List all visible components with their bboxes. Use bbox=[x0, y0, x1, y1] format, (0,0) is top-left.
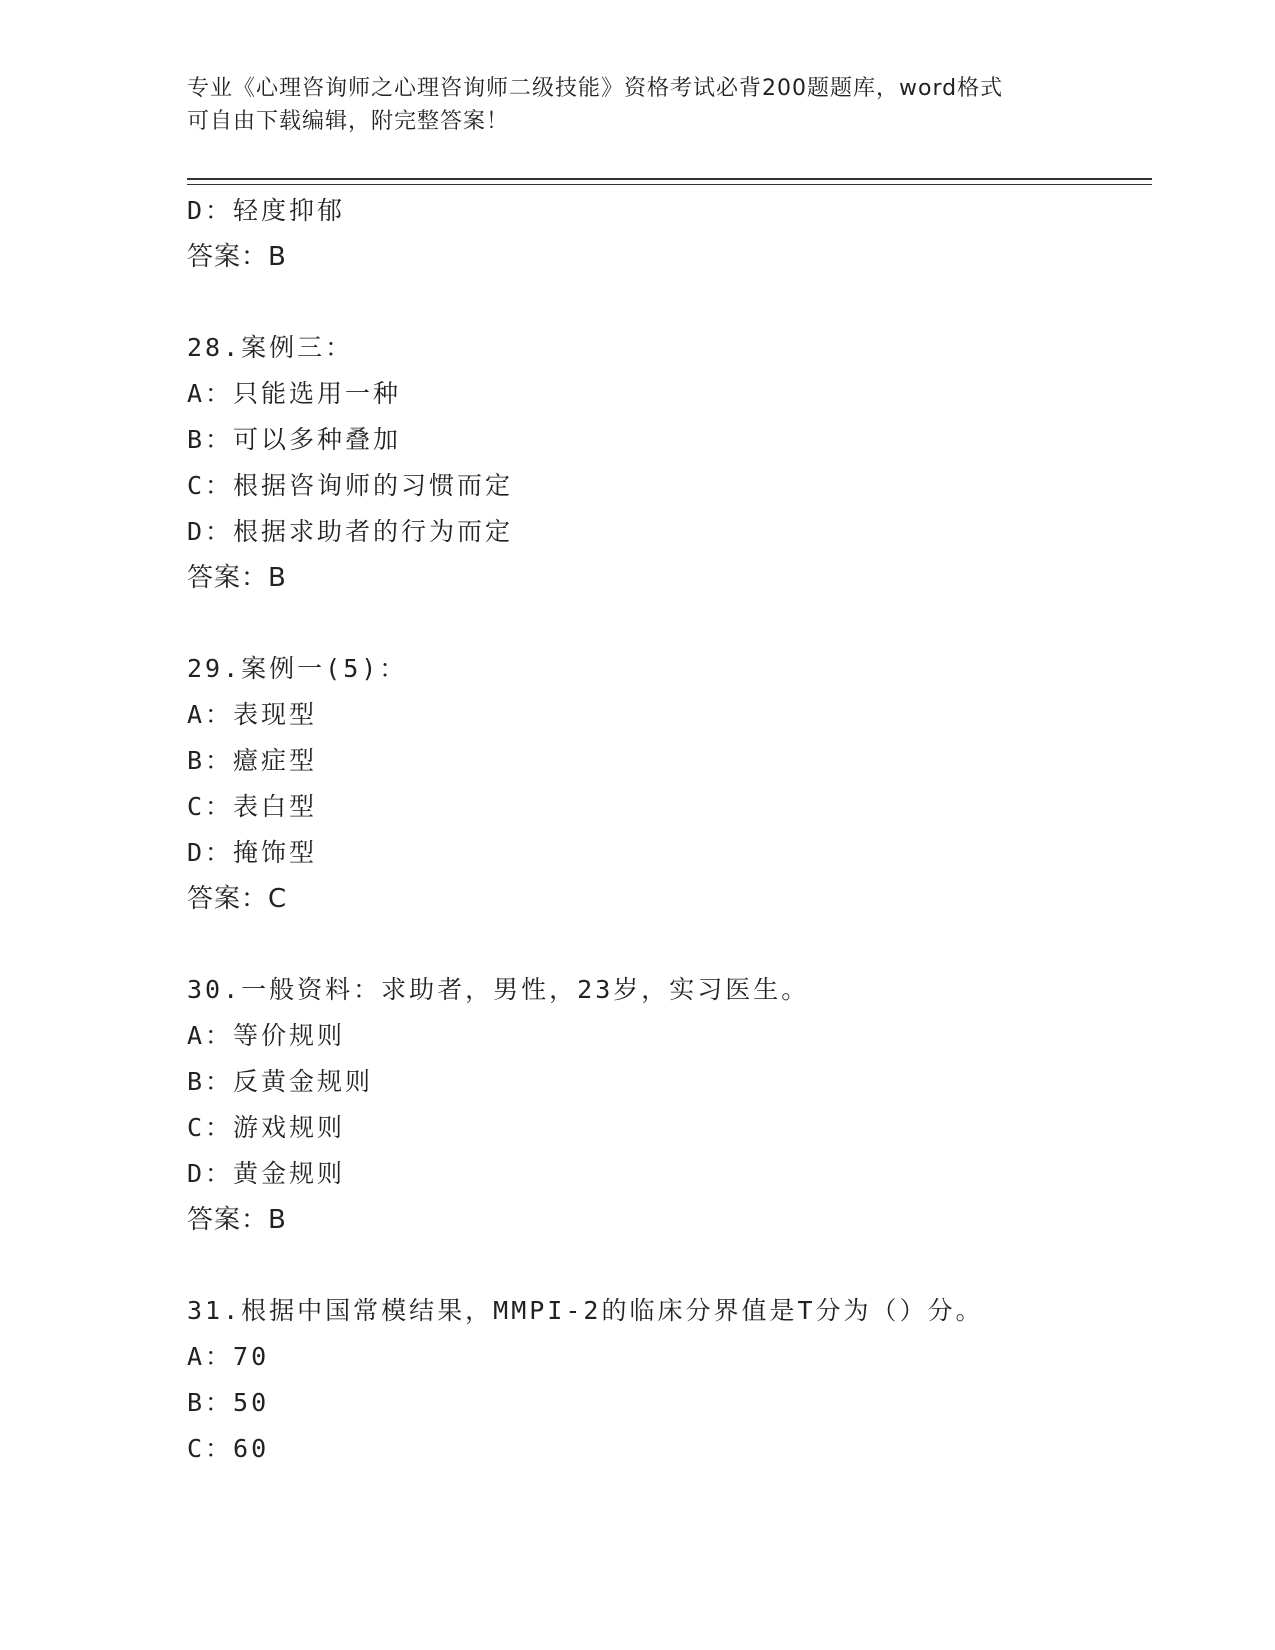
option-a: A：等价规则 bbox=[187, 1021, 346, 1050]
option-d: D：黄金规则 bbox=[187, 1159, 346, 1188]
question-31 bbox=[187, 1288, 1147, 1472]
option-a: A：表现型 bbox=[187, 700, 318, 729]
answer-line: 答案：B bbox=[187, 242, 287, 272]
option-d: D：根据求助者的行为而定 bbox=[187, 517, 514, 546]
header-title-line-1: 专业《心理咨询师之心理咨询师二级技能》资格考试必背200题题库，word格式 bbox=[187, 76, 1004, 101]
question-28 bbox=[187, 325, 1147, 601]
question-30 bbox=[187, 967, 1147, 1243]
header-title-line-2: 可自由下载编辑，附完整答案！ bbox=[187, 109, 510, 134]
answer-line: 答案：B bbox=[187, 1205, 287, 1235]
option-a: A：70 bbox=[187, 1342, 270, 1371]
option-b: B：反黄金规则 bbox=[187, 1067, 374, 1096]
question-stem: 29.案例一(5)： bbox=[187, 654, 408, 683]
option-c: C：表白型 bbox=[187, 792, 318, 821]
option-b: B：可以多种叠加 bbox=[187, 425, 402, 454]
question-stem: 31.根据中国常模结果，MMPI-2的临床分界值是T分为（）分。 bbox=[187, 1296, 984, 1325]
option-d: D：轻度抑郁 bbox=[187, 196, 346, 225]
option-b: B：50 bbox=[187, 1388, 270, 1417]
answer-line: 答案：B bbox=[187, 563, 287, 593]
question-list bbox=[187, 188, 1147, 1472]
header-divider-thick bbox=[187, 178, 1152, 180]
option-d: D：掩饰型 bbox=[187, 838, 318, 867]
previous-question-tail bbox=[187, 188, 1147, 280]
header-divider-thin bbox=[187, 184, 1152, 185]
option-c: C：60 bbox=[187, 1434, 270, 1463]
option-b: B：癔症型 bbox=[187, 746, 318, 775]
question-stem: 30.一般资料：求助者，男性，23岁，实习医生。 bbox=[187, 975, 810, 1004]
option-a: A：只能选用一种 bbox=[187, 379, 402, 408]
option-c: C：游戏规则 bbox=[187, 1113, 346, 1142]
question-stem: 28.案例三： bbox=[187, 333, 354, 362]
answer-line: 答案：C bbox=[187, 884, 288, 914]
document-header bbox=[187, 72, 1087, 138]
question-29 bbox=[187, 646, 1147, 922]
option-c: C：根据咨询师的习惯而定 bbox=[187, 471, 514, 500]
